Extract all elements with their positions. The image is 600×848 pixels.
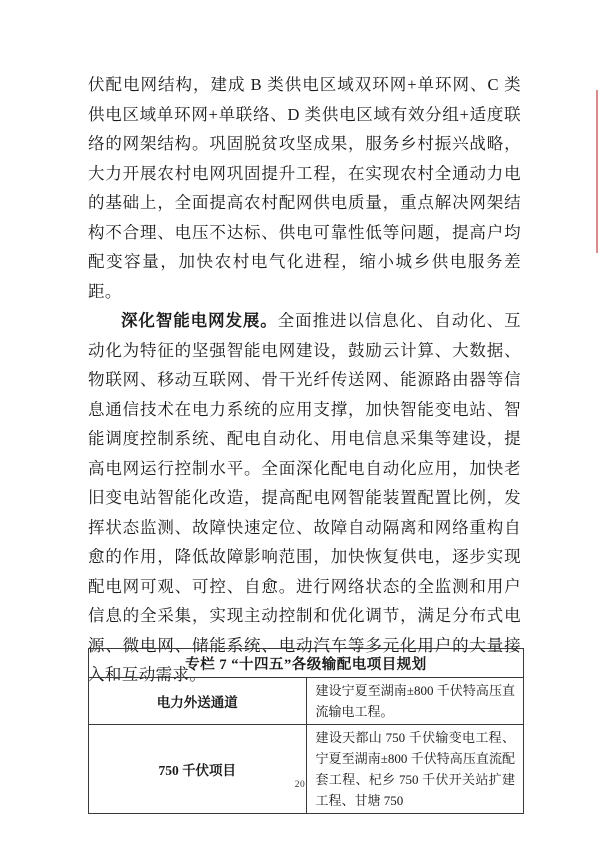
row-content-power-export: 建设宁夏至湖南±800 千伏特高压直流输电工程。 xyxy=(306,678,524,725)
paragraph-continued: 伏配电网结构，建成 B 类供电区域双环网+单环网、C 类供电区域单环网+单联络、D 类供电区域有效分组+适度联络的网架结构。巩固脱贫攻坚成果，服务乡村振兴战略，大力开展农村电网巩固提升工程，在实现农村全通动力电的基础上，全面提高农村配网供电质量，重点解决网架结构不合理、电压不达标、供电可靠性低等问题，提高户均配变容量，加快农村电气化进程，缩小城乡供电服务差距。 xyxy=(88,75,521,301)
paragraph-lead-bold: 深化智能电网发展。 xyxy=(121,311,278,330)
table-title-row xyxy=(89,649,524,678)
table-row xyxy=(89,678,524,725)
margin-annotation-line xyxy=(596,90,598,253)
table-row xyxy=(89,725,524,814)
row-label-750kv: 750 千伏项目 xyxy=(89,725,307,814)
paragraph-body: 全面推进以信息化、自动化、互动化为特征的坚强智能电网建设，鼓励云计算、大数据、物联网、移动互联网、骨干光纤传送网、能源路由器等信息通信技术在电力系统的应用支撑，加快智能变电站、智能调度控制系统、配电自动化、用电信息采集等建设，提高电网运行控制水平。全面深化配电自动化应用，加快老旧变电站智能化改造，提高配电网智能装置配置比例，发挥状态监测、故障快速定位、故障自动隔离和网络重构自愈的作用，降低故障影响范围，加快恢复供电，逐步实现配电网可观、可控、自愈。进行网络状态的全监测和用户信息的全采集，实现主动控制和优化调节，满足分布式电源、微电网、储能系统、电动汽车等多元化用户的大量接入和互动需求。 xyxy=(88,311,521,684)
table-title: 专栏 7 “十四五”各级输配电项目规划 xyxy=(89,649,524,678)
row-content-750kv: 建设天都山 750 千伏输变电工程、宁夏至湖南±800 千伏特高压直流配套工程、杞乡 750 千伏开关站扩建工程、甘塘 750 xyxy=(306,725,524,814)
paragraph-smart-grid xyxy=(88,306,521,690)
page-number: 20 xyxy=(294,780,306,790)
body-text-block xyxy=(88,70,521,690)
row-label-power-export: 电力外送通道 xyxy=(89,678,307,725)
